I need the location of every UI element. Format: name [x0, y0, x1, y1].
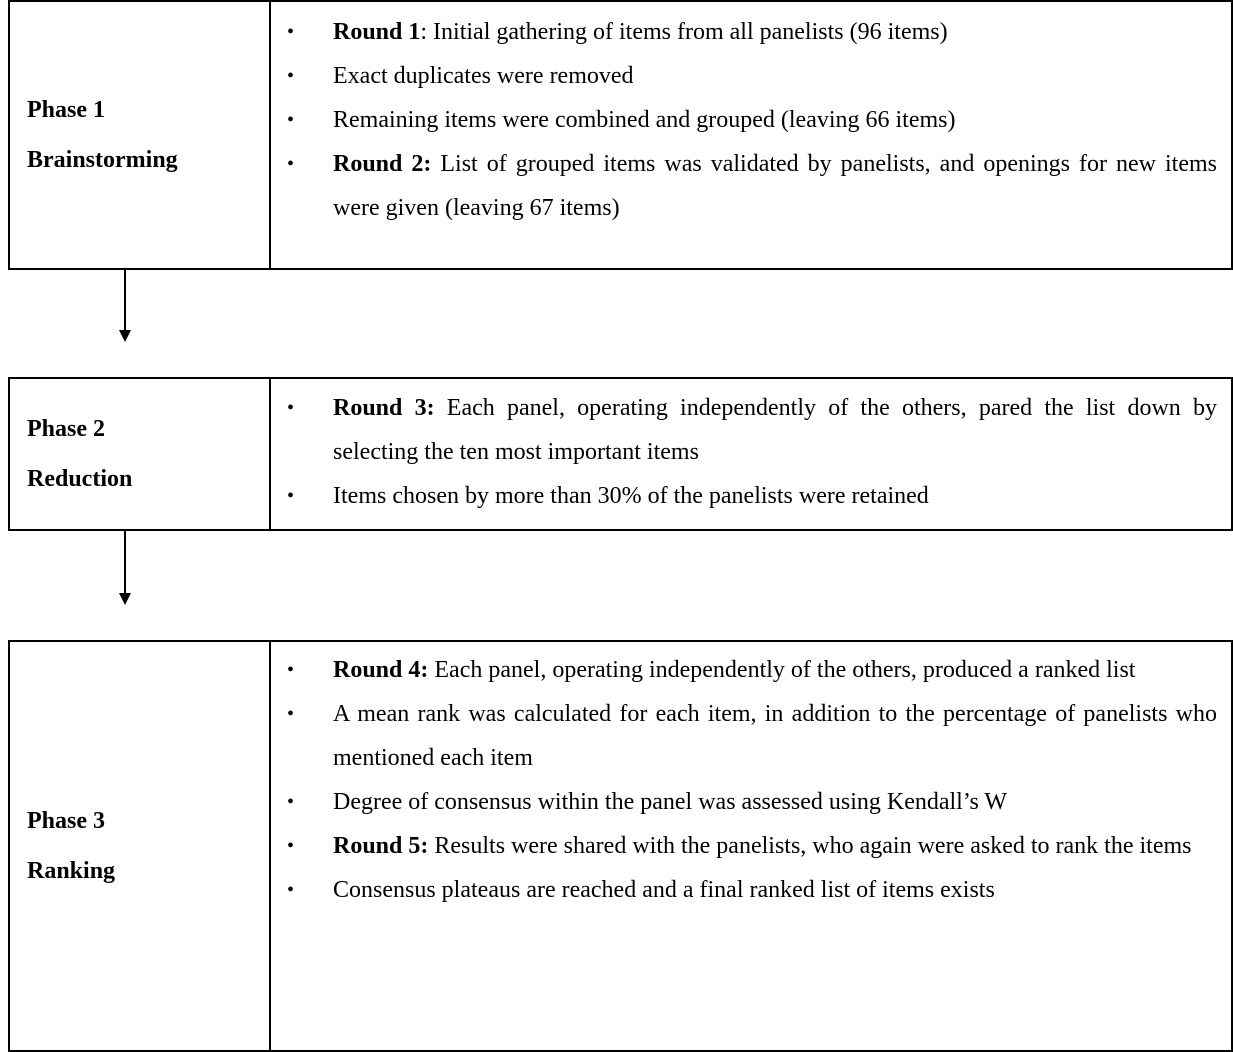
item-text: Each panel, operating independently of the others, pared the list down by selecting the ten most important items: [333, 395, 1217, 465]
item-text: Degree of consensus within the panel was assessed using Kendall’s W: [333, 789, 1008, 815]
list-item: [271, 474, 1231, 518]
round-label: Round 1: [333, 19, 421, 45]
phase-2-subtitle: Reduction: [27, 466, 133, 492]
bullet-icon: •: [287, 21, 295, 43]
phase-2-label: [10, 379, 271, 529]
bullet-icon: •: [287, 485, 295, 507]
item-text: Items chosen by more than 30% of the panelists were retained: [333, 483, 929, 509]
phase-2-items: [271, 386, 1231, 518]
phase-1-box: [8, 0, 1233, 270]
bullet-icon: •: [287, 835, 295, 857]
item-text: A mean rank was calculated for each item, in addition to the percentage of panelists who mentioned each item: [333, 701, 1217, 771]
phase-3-box: [8, 640, 1233, 1052]
phase-2-box: [8, 377, 1233, 531]
phase-3-label: [10, 642, 271, 1050]
list-item: [271, 780, 1231, 824]
item-text: Exact duplicates were removed: [333, 63, 634, 89]
round-label: Round 4:: [333, 657, 429, 683]
phase-3-items: [271, 648, 1231, 912]
list-item: [271, 10, 1231, 54]
round-label: Round 5:: [333, 833, 429, 859]
item-text: List of grouped items was validated by panelists, and openings for new items were given (leaving 67 items): [333, 151, 1217, 221]
list-item: [271, 386, 1231, 474]
bullet-icon: •: [287, 109, 295, 131]
item-text: Results were shared with the panelists, who again were asked to rank the items: [428, 833, 1192, 859]
phase-1-label: [10, 2, 271, 268]
bullet-icon: •: [287, 659, 295, 681]
item-text: Consensus plateaus are reached and a final ranked list of items exists: [333, 877, 995, 903]
phase-1-items: [271, 10, 1231, 230]
item-text: Remaining items were combined and grouped (leaving 66 items): [333, 107, 956, 133]
bullet-icon: •: [287, 879, 295, 901]
phase-1-title: Phase 1: [27, 97, 105, 123]
item-text: Each panel, operating independently of the others, produced a ranked list: [428, 657, 1136, 683]
bullet-icon: •: [287, 397, 295, 419]
bullet-icon: •: [287, 791, 295, 813]
list-item: [271, 648, 1231, 692]
item-text: : Initial gathering of items from all panelists (96 items): [420, 19, 948, 45]
phase-3-title: Phase 3: [27, 808, 105, 834]
phase-1-subtitle: Brainstorming: [27, 147, 178, 173]
bullet-icon: •: [287, 703, 295, 725]
list-item: [271, 824, 1231, 868]
phase-3-subtitle: Ranking: [27, 858, 116, 884]
list-item: [271, 142, 1231, 230]
list-item: [271, 98, 1231, 142]
bullet-icon: •: [287, 65, 295, 87]
bullet-icon: •: [287, 153, 295, 175]
list-item: [271, 868, 1231, 912]
arrow-down-icon: [115, 531, 135, 607]
round-label: Round 3:: [333, 395, 435, 421]
arrow-down-icon: [115, 270, 135, 344]
round-label: Round 2:: [333, 151, 432, 177]
list-item: [271, 54, 1231, 98]
phase-2-title: Phase 2: [27, 416, 105, 442]
list-item: [271, 692, 1231, 780]
